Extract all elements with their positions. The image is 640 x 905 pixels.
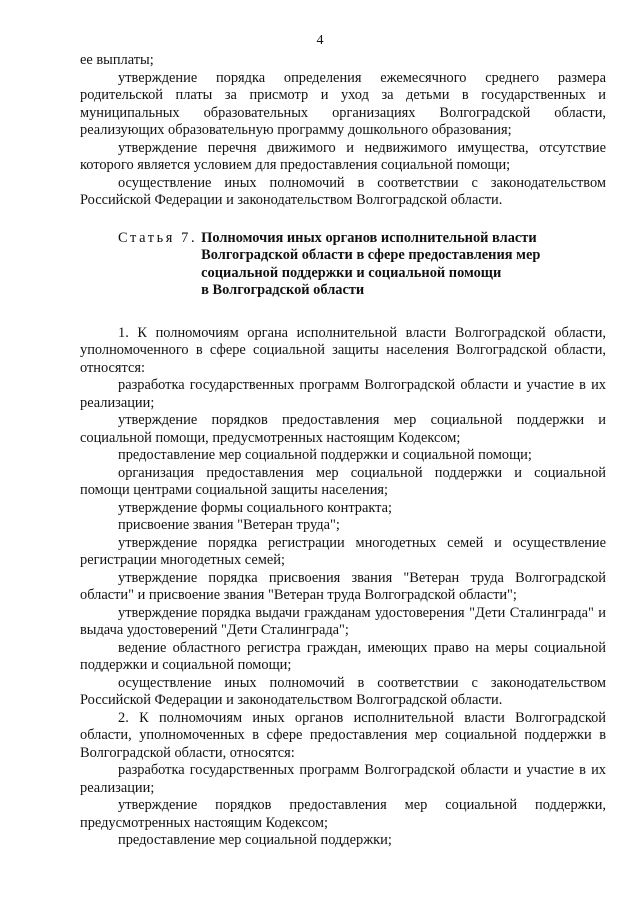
body-paragraph: утверждение порядков предоставления мер социальной поддержки, предусмотренных настоящим Кодексом; (80, 797, 606, 831)
body-paragraph: утверждение формы социального контракта; (118, 499, 393, 516)
body-paragraph: разработка государственных программ Волгоградской области и участие в их реализации; (80, 762, 606, 796)
body-paragraph: 2. К полномочиям иных органов исполнительной власти Волгоградской области, уполномоченных в сфере предоставления мер социальной поддержки в Волгоградской области, относятся: (80, 709, 606, 761)
article-title-line: социальной поддержки и социальной помощи (201, 264, 502, 281)
body-paragraph: разработка государственных программ Волгоградской области и участие в их реализации; (80, 377, 606, 411)
document-body (80, 52, 606, 850)
article-title-line: в Волгоградской области (201, 282, 365, 298)
body-paragraph: утверждение порядка присвоения звания "Ветеран труда Волгоградской области" и присвоение звания "Ветеран труда Волгоградской области"; (80, 569, 606, 603)
intro-paragraph: ее выплаты; (80, 52, 154, 68)
body-paragraph: утверждение порядка регистрации многодетных семей и осуществление регистрации многодетных семей; (80, 534, 606, 568)
article-title-line: Полномочия иных органов исполнительной власти (201, 229, 537, 246)
intro-paragraph: утверждение перечня движимого и недвижимого имущества, отсутствие которого является условием для предоставления социальной помощи; (80, 139, 606, 173)
body-paragraph: предоставление мер социальной поддержки и социальной помощи; (118, 447, 532, 463)
body-paragraph: ведение областного регистра граждан, имеющих право на меры социальной поддержки и социальной помощи; (80, 639, 606, 673)
body-paragraph: присвоение звания "Ветеран труда"; (118, 517, 340, 533)
article-heading (80, 230, 606, 300)
body-paragraph: 1. К полномочиям органа исполнительной власти Волгоградской области, уполномоченного в сфере социальной защиты населения Волгоградской области, относятся: (80, 324, 606, 376)
body-paragraph: утверждение порядка выдачи гражданам удостоверения "Дети Сталинграда" и выдача удостоверений "Дети Сталинграда"; (80, 604, 606, 638)
intro-paragraph: утверждение порядка определения ежемесячного среднего размера родительской платы за присмотр и уход за детьми в государственных и муниципальных образовательных организациях Волгоградской области, реализующих образовательную программу дошкольного образования; (80, 69, 606, 138)
body-paragraph: предоставление мер социальной поддержки; (118, 832, 392, 848)
article-label: Статья 7. (118, 229, 198, 246)
body-paragraph: организация предоставления мер социальной поддержки и социальной помощи центрами социальной защиты населения; (80, 464, 606, 498)
body-paragraph: осуществление иных полномочий в соответствии с законодательством Российской Федерации и законодательством Волгоградской области. (80, 674, 606, 708)
page-number: 4 (316, 33, 324, 48)
article-title (201, 230, 540, 300)
body-paragraph: утверждение порядков предоставления мер социальной поддержки и социальной помощи, предусмотренных настоящим Кодексом; (80, 412, 606, 446)
article-title-line: Волгоградской области в сфере предоставления мер (201, 247, 541, 263)
intro-paragraph: осуществление иных полномочий в соответствии с законодательством Российской Федерации и законодательством Волгоградской области. (80, 174, 606, 208)
